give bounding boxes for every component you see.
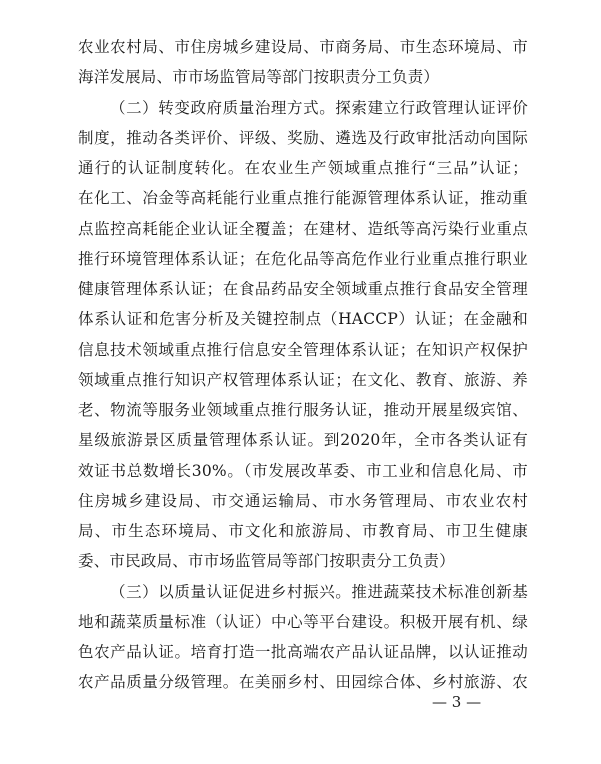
section-3-paragraph <box>78 577 528 698</box>
text-line: 信息技术领域重点推行信息安全管理体系认证；在知识产权保护 <box>78 340 528 359</box>
text-line: 农产品质量分级管理。在美丽乡村、田园综合体、乡村旅游、农 <box>78 673 528 692</box>
text-line: 通行的认证制度转化。在农业生产领域重点推行“三品”认证； <box>78 159 528 177</box>
section-3-heading-line: （三）以质量认证促进乡村振兴。推进蔬菜技术标准创新基 <box>110 582 528 601</box>
text-line: 局、市生态环境局、市文化和旅游局、市教育局、市卫生健康 <box>78 522 528 540</box>
text-line: 在化工、冶金等高耗能行业重点推行能源管理体系认证，推动重 <box>78 189 528 208</box>
section-2-heading-line: （二）转变政府质量治理方式。探索建立行政管理认证评价 <box>110 98 528 117</box>
text-line: 健康管理体系认证；在食品药品安全领域重点推行食品安全管理 <box>78 280 528 298</box>
text-line: 效证书总数增长30%。（市发展改革委、市工业和信息化局、市 <box>78 461 528 480</box>
text-line: 老、物流等服务业领域重点推行服务认证，推动开展星级宾馆、 <box>78 401 528 419</box>
text-line: 农业农村局、市住房城乡建设局、市商务局、市生态环境局、市 <box>78 38 528 56</box>
text-line: 点监控高耗能企业认证全覆盖；在建材、造纸等高污染行业重点 <box>78 219 528 238</box>
text-line: 推行环境管理体系认证；在危化品等高危作业行业重点推行职业 <box>78 249 528 268</box>
section-2-paragraph <box>78 93 528 577</box>
text-line: 制度，推动各类评价、评级、奖励、遴选及行政审批活动向国际 <box>78 128 528 147</box>
text-line: 星级旅游景区质量管理体系认证。到2020年，全市各类认证有 <box>78 431 528 450</box>
text-line: 领域重点推行知识产权管理体系认证；在文化、教育、旅游、养 <box>78 370 528 389</box>
page-number: — 3 — <box>432 693 482 711</box>
text-line: 体系认证和危害分析及关键控制点（HACCP）认证；在金融和 <box>78 310 528 329</box>
paragraph-continuation <box>78 32 528 93</box>
text-line: 色农产品认证。培育打造一批高端农产品认证品牌，以认证推动 <box>78 643 528 661</box>
text-line: 住房城乡建设局、市交通运输局、市水务管理局、市农业农村 <box>78 491 528 510</box>
text-line: 海洋发展局、市市场监管局等部门按职责分工负责） <box>78 68 440 87</box>
text-line: 委、市民政局、市市场监管局等部门按职责分工负责） <box>78 552 455 571</box>
text-line: 地和蔬菜质量标准（认证）中心等平台建设。积极开展有机、绿 <box>78 612 528 631</box>
